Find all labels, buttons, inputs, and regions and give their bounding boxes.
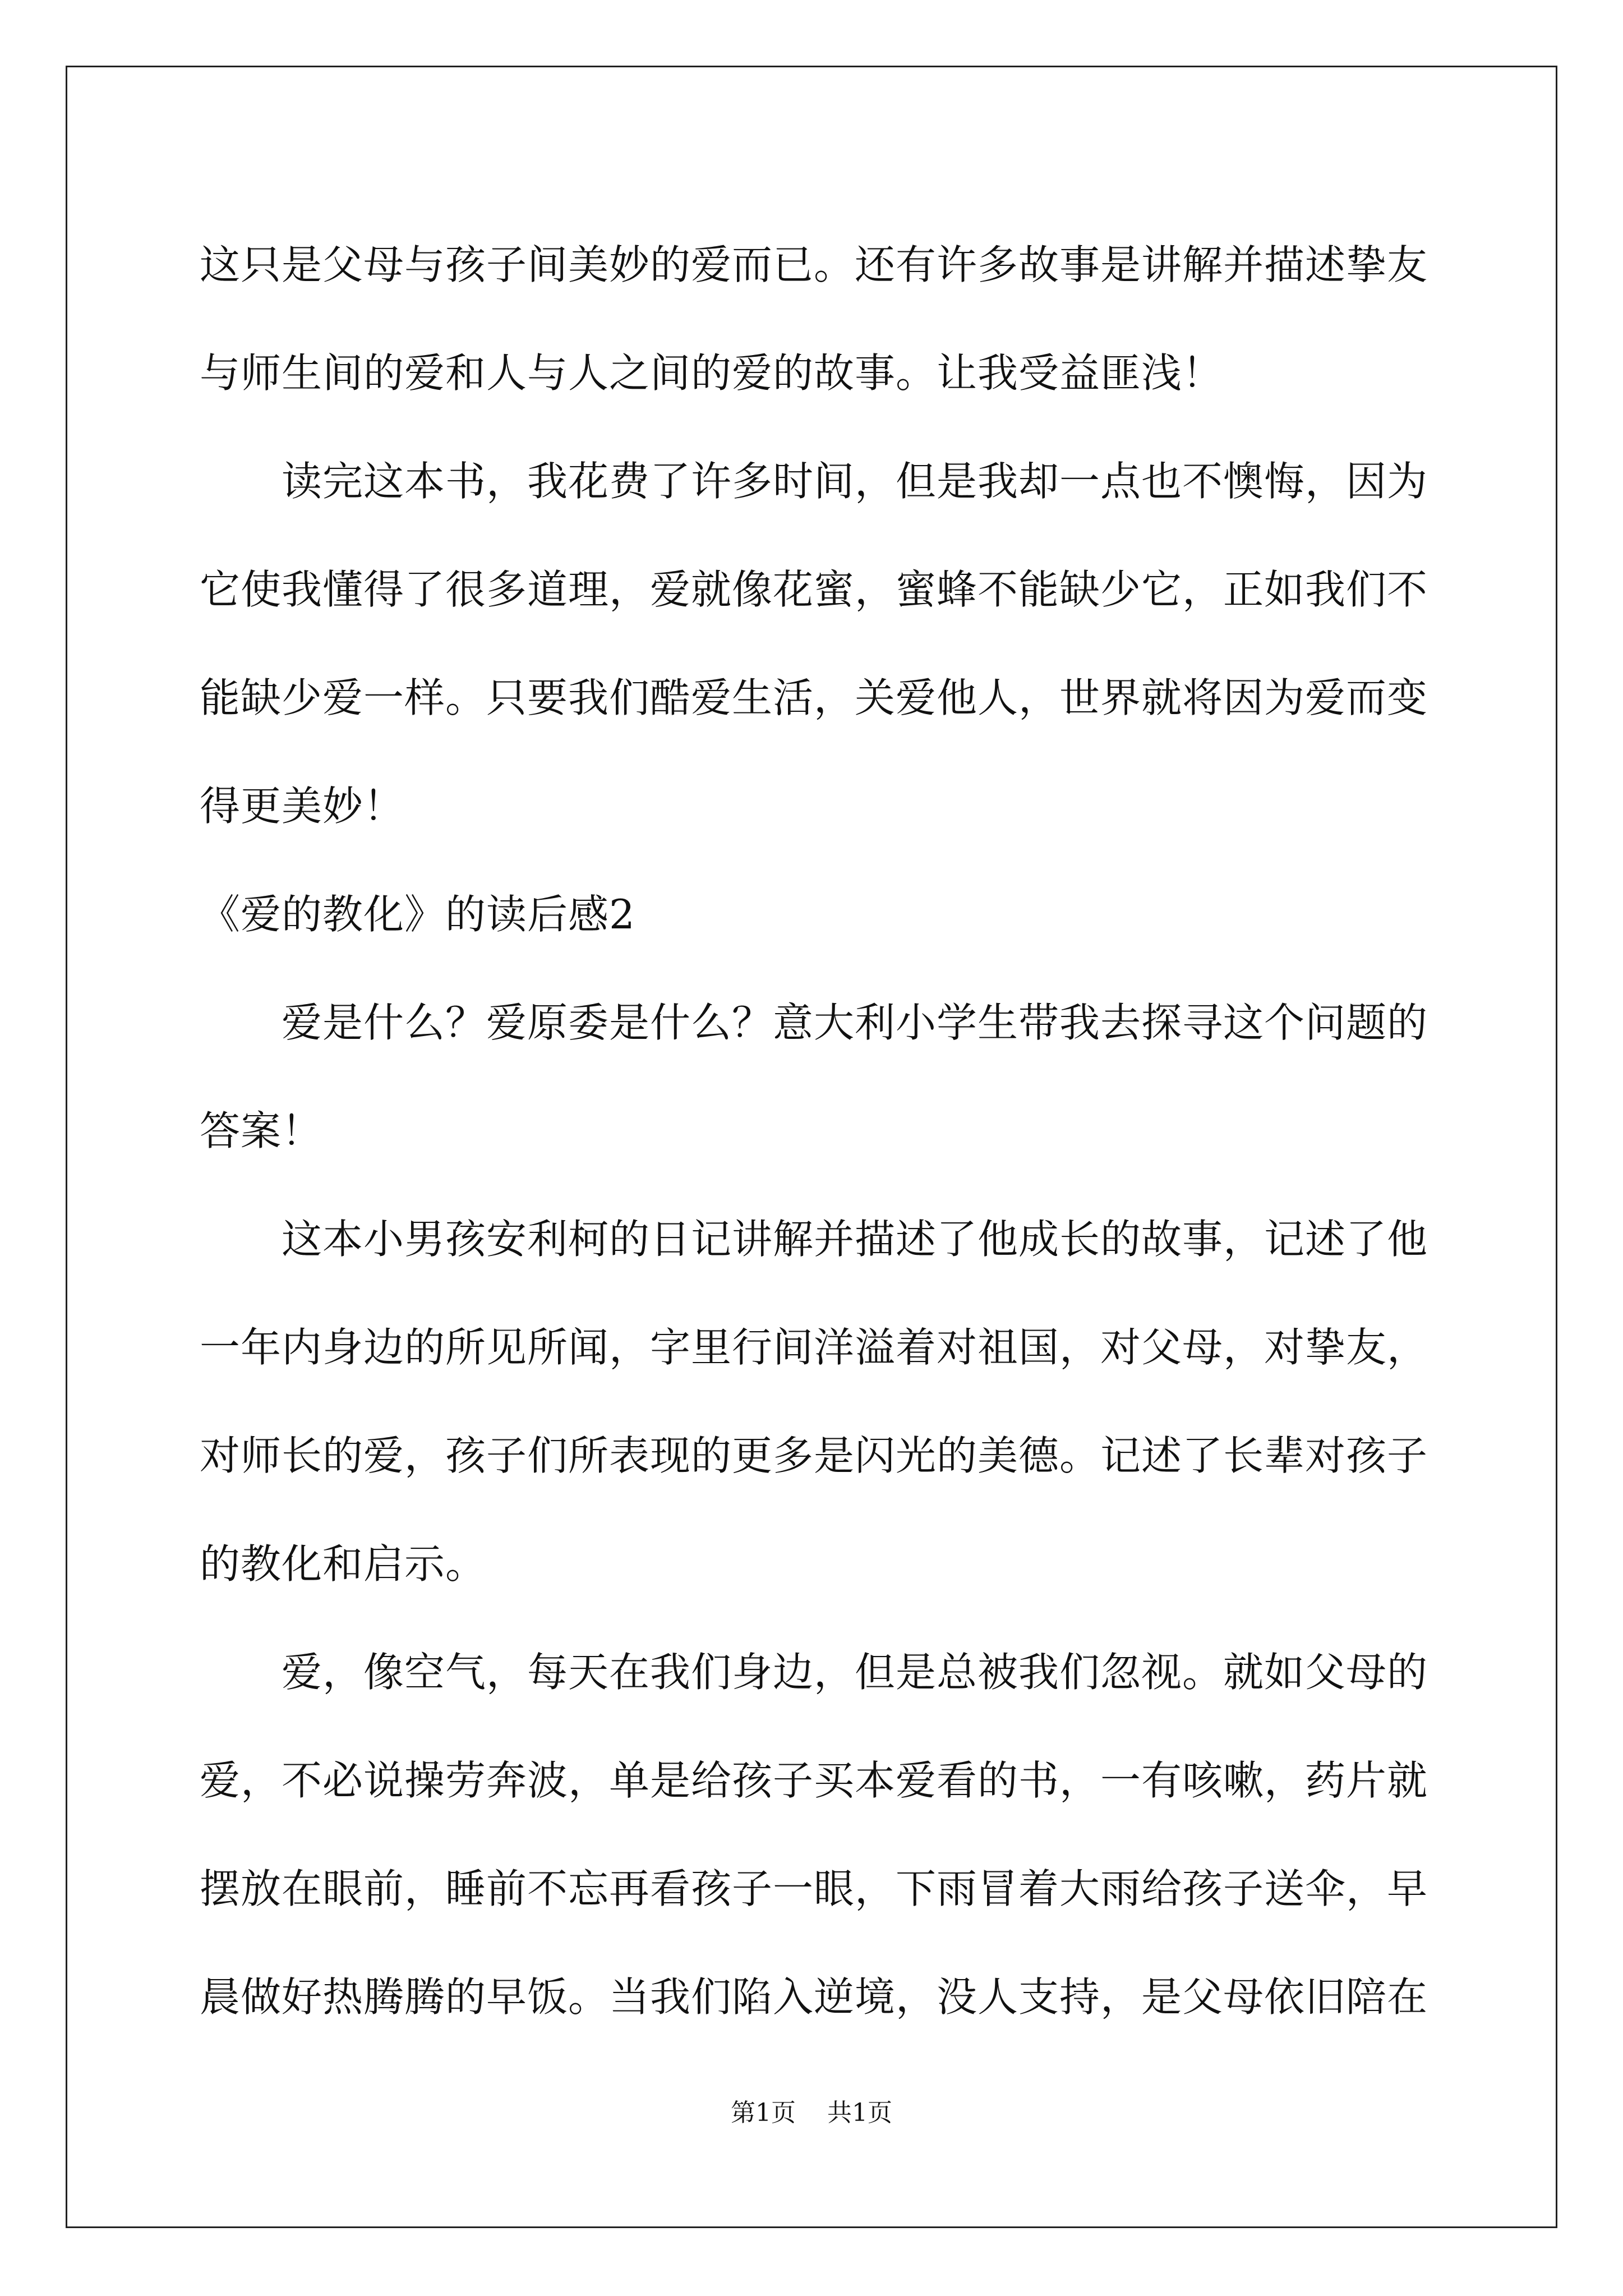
paragraph-2: 读完这本书，我花费了许多时间，但是我却一点也不懊悔，因为它使我懂得了很多道理，爱就像花蜜，蜜蜂不能缺少它，正如我们不能缺少爱一样。只要我们酷爱生活，关爱他人，世界就将因为爱而变得更美妙！ <box>200 458 1428 830</box>
page-number: 第1页 <box>731 2099 796 2127</box>
document-body <box>200 211 1428 2051</box>
page-total: 共1页 <box>827 2099 892 2127</box>
paragraph-4: 这本小男孩安利柯的日记讲解并描述了他成长的故事，记述了他一年内身边的所见所闻，字里行间洋溢着对祖国，对父母，对挚友，对师长的爱，孩子们所表现的更多是闪光的美德。记述了长辈对孩子的教化和启示。 <box>200 1216 1428 1588</box>
paragraph-3: 爱是什么？爱原委是什么？意大利小学生带我去探寻这个问题的答案！ <box>200 999 1428 1154</box>
section-heading: 《爱的教化》的读后感2 <box>200 891 635 938</box>
page-footer <box>0 2092 1623 2128</box>
paragraph-5: 爱，像空气，每天在我们身边，但是总被我们忽视。就如父母的爱，不必说操劳奔波，单是给孩子买本爱看的书，一有咳嗽，药片就摆放在眼前，睡前不忘再看孩子一眼，下雨冒着大雨给孩子送伞，早晨做好热腾腾的早饭。当我们陷入逆境，没人支持，是父母依旧陪在 <box>200 1649 1428 2021</box>
paragraph-1: 这只是父母与孩子间美妙的爱而已。还有许多故事是讲解并描述挚友与师生间的爱和人与人之间的爱的故事。让我受益匪浅！ <box>200 241 1428 397</box>
